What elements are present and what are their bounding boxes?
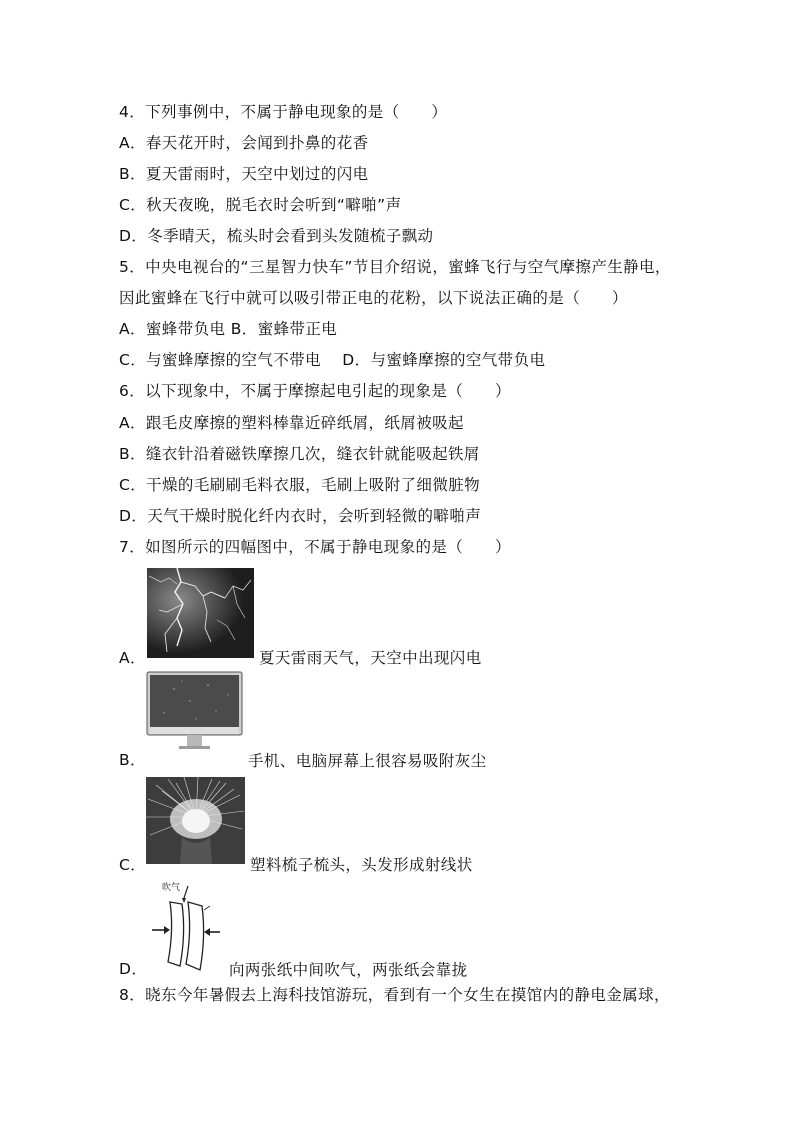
q7-option-d-caption: 向两张纸中间吹气，两张纸会靠拢 xyxy=(229,961,468,979)
q4-option-c: C．秋天夜晚，脱毛衣时会听到“噼啪”声 xyxy=(119,196,402,214)
blow-label: 吹气 xyxy=(162,883,181,893)
q7-option-d-letter: D． xyxy=(119,960,148,978)
q5-options-cd: C．与蜜蜂摩擦的空气不带电 D．与蜜蜂摩擦的空气带负电 xyxy=(119,351,546,369)
q7-option-b-letter: B． xyxy=(119,751,146,769)
q5-stem-line1: 5．中央电视台的“三星智力快车”节目介绍说，蜜蜂飞行与空气摩擦产生静电， xyxy=(119,258,671,276)
q7-stem: 7．如图所示的四幅图中，不属于静电现象的是（ ） xyxy=(119,538,511,556)
q6-stem: 6．以下现象中，不属于摩擦起电引起的现象是（ ） xyxy=(119,382,511,400)
q4-option-d: D．冬季晴天，梳头时会看到头发随梳子飘动 xyxy=(119,227,434,245)
q5-stem-line2: 因此蜜蜂在飞行中就可以吸引带正电的花粉，以下说法正确的是（ ） xyxy=(119,289,628,307)
q5-options-ab: A．蜜蜂带负电 B．蜜蜂带正电 xyxy=(119,320,338,338)
q7-option-a-caption: 夏天雷雨天气，天空中出现闪电 xyxy=(259,649,482,667)
q4-option-b: B．夏天雷雨时，天空中划过的闪电 xyxy=(119,165,369,183)
lightning-image xyxy=(147,568,254,658)
q6-option-b: B．缝衣针沿着磁铁摩擦几次，缝衣针就能吸起铁屑 xyxy=(119,445,480,463)
q4-stem: 4．下列事例中，不属于静电现象的是（ ） xyxy=(119,103,448,121)
q7-option-a-letter: A． xyxy=(119,649,146,667)
paper-blowing-diagram xyxy=(148,880,224,972)
q4-option-a: A．春天花开时，会闻到扑鼻的花香 xyxy=(119,134,369,152)
q7-option-c-letter: C． xyxy=(119,856,147,874)
q6-option-d: D．天气干燥时脱化纤内衣时，会听到轻微的噼啪声 xyxy=(119,507,482,525)
computer-monitor-image xyxy=(146,671,243,751)
q6-option-a: A．跟毛皮摩擦的塑料棒靠近碎纸屑，纸屑被吸起 xyxy=(119,414,464,432)
q6-option-c: C．干燥的毛刷刷毛料衣服，毛刷上吸附了细微脏物 xyxy=(119,476,481,494)
hair-static-image xyxy=(146,777,245,864)
q7-option-c-caption: 塑料梳子梳头，头发形成射线状 xyxy=(250,856,473,874)
q8-stem: 8．晓东今年暑假去上海科技馆游玩，看到有一个女生在摸馆内的静电金属球， xyxy=(119,986,670,1004)
q7-option-b-caption: 手机、电脑屏幕上很容易吸附灰尘 xyxy=(248,752,487,770)
